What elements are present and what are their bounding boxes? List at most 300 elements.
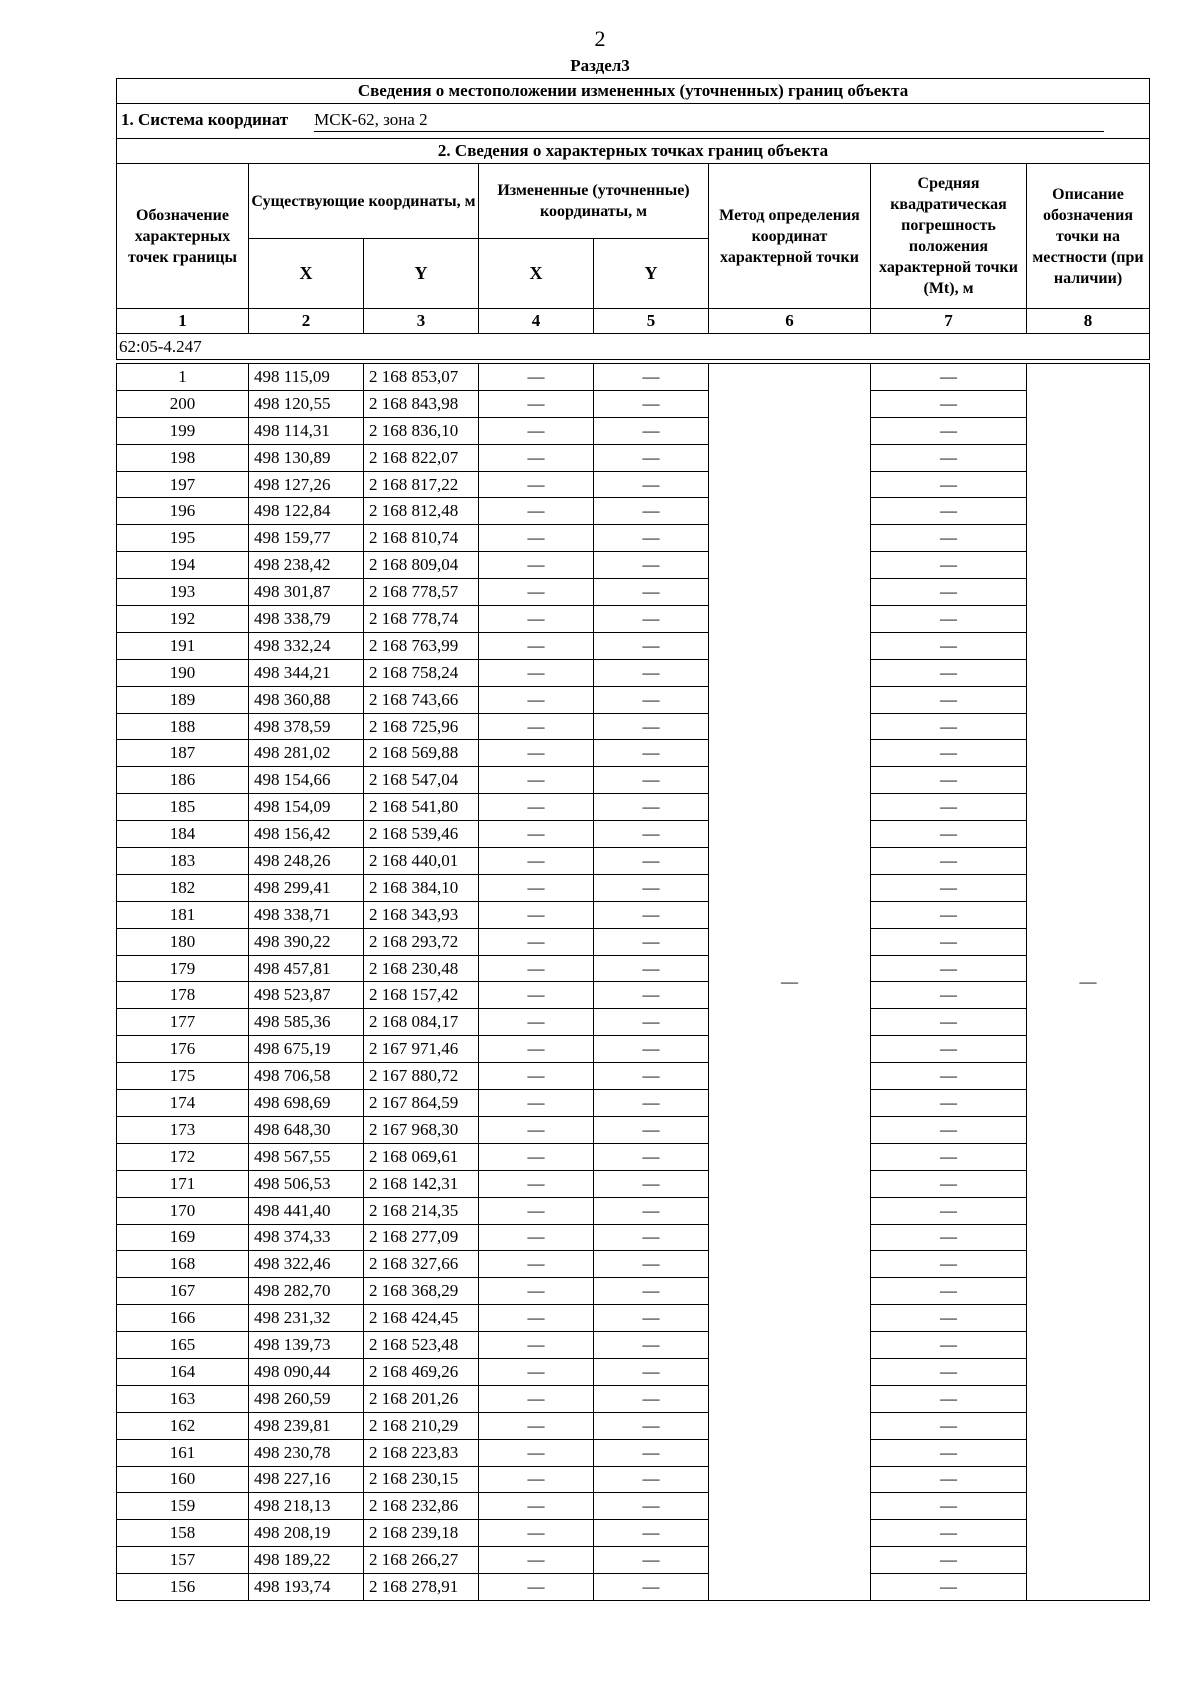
error-value: —: [871, 1116, 1027, 1143]
point-number: 191: [117, 632, 249, 659]
point-number: 167: [117, 1278, 249, 1305]
error-value: —: [871, 417, 1027, 444]
existing-x: 498 360,88: [249, 686, 364, 713]
changed-x: —: [479, 1412, 594, 1439]
table-row: [117, 901, 1150, 928]
existing-y: 2 168 822,07: [364, 444, 479, 471]
error-value: —: [871, 579, 1027, 606]
existing-y: 2 168 778,57: [364, 579, 479, 606]
table-row: [117, 1278, 1150, 1305]
existing-x: 498 457,81: [249, 955, 364, 982]
error-value: —: [871, 364, 1027, 391]
point-number: 171: [117, 1170, 249, 1197]
changed-y: —: [594, 1520, 709, 1547]
changed-y: —: [594, 525, 709, 552]
changed-y: —: [594, 1305, 709, 1332]
error-value: —: [871, 1358, 1027, 1385]
table-row: [117, 552, 1150, 579]
changed-x: —: [479, 1036, 594, 1063]
header-y-changed: Y: [594, 239, 709, 309]
existing-y: 2 168 142,31: [364, 1170, 479, 1197]
existing-x: 498 114,31: [249, 417, 364, 444]
point-number: 184: [117, 821, 249, 848]
existing-y: 2 168 223,83: [364, 1439, 479, 1466]
changed-x: —: [479, 1358, 594, 1385]
existing-x: 498 282,70: [249, 1278, 364, 1305]
changed-y: —: [594, 1466, 709, 1493]
changed-y: —: [594, 767, 709, 794]
existing-y: 2 168 210,29: [364, 1412, 479, 1439]
changed-x: —: [479, 1305, 594, 1332]
header-error: Средняя квадратическая погрешность положения характерной точки (Mt), м: [871, 164, 1027, 309]
changed-y: —: [594, 874, 709, 901]
existing-x: 498 706,58: [249, 1063, 364, 1090]
existing-x: 498 154,66: [249, 767, 364, 794]
changed-x: —: [479, 848, 594, 875]
error-value: —: [871, 1063, 1027, 1090]
existing-x: 498 338,71: [249, 901, 364, 928]
point-number: 190: [117, 659, 249, 686]
error-value: —: [871, 982, 1027, 1009]
changed-x: —: [479, 632, 594, 659]
existing-y: 2 168 810,74: [364, 525, 479, 552]
changed-y: —: [594, 1090, 709, 1117]
column-number: 4: [479, 309, 594, 334]
existing-x: 498 248,26: [249, 848, 364, 875]
point-number: 170: [117, 1197, 249, 1224]
error-value: —: [871, 659, 1027, 686]
point-number: 166: [117, 1305, 249, 1332]
header-method: Метод определения координат характерной точки: [709, 164, 871, 309]
existing-x: 498 122,84: [249, 498, 364, 525]
point-number: 172: [117, 1143, 249, 1170]
table-row: [117, 579, 1150, 606]
table-row: [117, 874, 1150, 901]
point-number: 179: [117, 955, 249, 982]
existing-x: 498 301,87: [249, 579, 364, 606]
error-value: —: [871, 928, 1027, 955]
table-row: [117, 713, 1150, 740]
table-row: [117, 525, 1150, 552]
point-number: 181: [117, 901, 249, 928]
changed-x: —: [479, 1197, 594, 1224]
error-value: —: [871, 1251, 1027, 1278]
changed-x: —: [479, 1574, 594, 1601]
existing-x: 498 567,55: [249, 1143, 364, 1170]
changed-x: —: [479, 606, 594, 633]
changed-x: —: [479, 1009, 594, 1036]
existing-x: 498 139,73: [249, 1332, 364, 1359]
changed-y: —: [594, 955, 709, 982]
table-row: [117, 1251, 1150, 1278]
column-number: 1: [117, 309, 249, 334]
error-value: —: [871, 1170, 1027, 1197]
existing-y: 2 168 293,72: [364, 928, 479, 955]
changed-y: —: [594, 364, 709, 391]
table-title: Сведения о местоположении измененных (уточненных) границ объекта: [117, 79, 1150, 104]
table-row: [117, 390, 1150, 417]
point-number: 160: [117, 1466, 249, 1493]
changed-y: —: [594, 1385, 709, 1412]
error-value: —: [871, 1224, 1027, 1251]
table-row: [117, 955, 1150, 982]
column-number: 8: [1027, 309, 1150, 334]
existing-y: 2 168 157,42: [364, 982, 479, 1009]
changed-y: —: [594, 740, 709, 767]
existing-y: 2 168 547,04: [364, 767, 479, 794]
existing-x: 498 281,02: [249, 740, 364, 767]
point-number: 183: [117, 848, 249, 875]
table-row: [117, 1574, 1150, 1601]
error-value: —: [871, 1412, 1027, 1439]
table-row: [117, 1305, 1150, 1332]
existing-y: 2 168 069,61: [364, 1143, 479, 1170]
changed-x: —: [479, 928, 594, 955]
changed-y: —: [594, 928, 709, 955]
header-description: Описание обозначения точки на местности (при наличии): [1027, 164, 1150, 309]
changed-y: —: [594, 821, 709, 848]
existing-y: 2 168 277,09: [364, 1224, 479, 1251]
table-row: [117, 1116, 1150, 1143]
header-changed-coords: Измененные (уточненные) координаты, м: [479, 164, 709, 239]
column-number: 7: [871, 309, 1027, 334]
parcel-id: 62:05-4.247: [117, 334, 1150, 360]
existing-x: 498 698,69: [249, 1090, 364, 1117]
error-value: —: [871, 1090, 1027, 1117]
existing-y: 2 168 809,04: [364, 552, 479, 579]
existing-y: 2 168 836,10: [364, 417, 479, 444]
existing-y: 2 168 084,17: [364, 1009, 479, 1036]
column-number: 3: [364, 309, 479, 334]
existing-y: 2 168 758,24: [364, 659, 479, 686]
changed-x: —: [479, 1493, 594, 1520]
error-value: —: [871, 525, 1027, 552]
point-number: 156: [117, 1574, 249, 1601]
changed-y: —: [594, 417, 709, 444]
table-row: [117, 982, 1150, 1009]
changed-y: —: [594, 1036, 709, 1063]
existing-y: 2 168 278,91: [364, 1574, 479, 1601]
point-number: 188: [117, 713, 249, 740]
existing-x: 498 227,16: [249, 1466, 364, 1493]
existing-x: 498 648,30: [249, 1116, 364, 1143]
changed-x: —: [479, 1466, 594, 1493]
error-value: —: [871, 1385, 1027, 1412]
error-value: —: [871, 1574, 1027, 1601]
table-row: [117, 471, 1150, 498]
table-row: [117, 444, 1150, 471]
existing-y: 2 168 743,66: [364, 686, 479, 713]
existing-x: 498 374,33: [249, 1224, 364, 1251]
existing-y: 2 168 384,10: [364, 874, 479, 901]
error-value: —: [871, 1278, 1027, 1305]
changed-y: —: [594, 1574, 709, 1601]
crs-label: 1. Система координат: [121, 110, 289, 129]
error-value: —: [871, 390, 1027, 417]
changed-x: —: [479, 874, 594, 901]
point-number: 175: [117, 1063, 249, 1090]
changed-y: —: [594, 1439, 709, 1466]
column-numbers-row: [117, 309, 1150, 334]
point-number: 187: [117, 740, 249, 767]
header-existing-coords: Существующие координаты, м: [249, 164, 479, 239]
changed-x: —: [479, 713, 594, 740]
changed-x: —: [479, 1170, 594, 1197]
error-value: —: [871, 552, 1027, 579]
changed-x: —: [479, 417, 594, 444]
table-row: [117, 1224, 1150, 1251]
existing-y: 2 168 843,98: [364, 390, 479, 417]
existing-y: 2 168 327,66: [364, 1251, 479, 1278]
changed-y: —: [594, 713, 709, 740]
error-value: —: [871, 1197, 1027, 1224]
table-row: [117, 1009, 1150, 1036]
point-number: 199: [117, 417, 249, 444]
changed-y: —: [594, 794, 709, 821]
changed-y: —: [594, 1116, 709, 1143]
changed-y: —: [594, 901, 709, 928]
table-row: [117, 928, 1150, 955]
existing-y: 2 168 853,07: [364, 364, 479, 391]
existing-y: 2 168 266,27: [364, 1547, 479, 1574]
table-row: [117, 686, 1150, 713]
point-number: 173: [117, 1116, 249, 1143]
changed-x: —: [479, 1520, 594, 1547]
table-row: [117, 1197, 1150, 1224]
existing-x: 498 130,89: [249, 444, 364, 471]
table-row: [117, 1143, 1150, 1170]
error-value: —: [871, 1439, 1027, 1466]
point-number: 178: [117, 982, 249, 1009]
existing-x: 498 441,40: [249, 1197, 364, 1224]
existing-y: 2 168 725,96: [364, 713, 479, 740]
table-row: [117, 1520, 1150, 1547]
changed-x: —: [479, 364, 594, 391]
changed-x: —: [479, 1116, 594, 1143]
point-number: 157: [117, 1547, 249, 1574]
existing-y: 2 168 817,22: [364, 471, 479, 498]
points-section-title: 2. Сведения о характерных точках границ объекта: [117, 139, 1150, 164]
existing-y: 2 168 778,74: [364, 606, 479, 633]
changed-y: —: [594, 1278, 709, 1305]
changed-x: —: [479, 1224, 594, 1251]
point-number: 176: [117, 1036, 249, 1063]
changed-y: —: [594, 1170, 709, 1197]
existing-x: 498 585,36: [249, 1009, 364, 1036]
changed-x: —: [479, 1278, 594, 1305]
changed-x: —: [479, 982, 594, 1009]
changed-y: —: [594, 848, 709, 875]
error-value: —: [871, 848, 1027, 875]
changed-y: —: [594, 1009, 709, 1036]
error-value: —: [871, 1009, 1027, 1036]
existing-y: 2 168 539,46: [364, 821, 479, 848]
error-value: —: [871, 740, 1027, 767]
point-number: 192: [117, 606, 249, 633]
header-x-changed: X: [479, 239, 594, 309]
changed-y: —: [594, 390, 709, 417]
header-designation: Обозначение характерных точек границы: [117, 164, 249, 309]
error-value: —: [871, 471, 1027, 498]
changed-x: —: [479, 444, 594, 471]
error-value: —: [871, 1547, 1027, 1574]
table-row: [117, 1439, 1150, 1466]
table-row: [117, 794, 1150, 821]
table-row: [117, 1547, 1150, 1574]
existing-y: 2 168 424,45: [364, 1305, 479, 1332]
point-number: 174: [117, 1090, 249, 1117]
changed-y: —: [594, 606, 709, 633]
existing-x: 498 299,41: [249, 874, 364, 901]
changed-y: —: [594, 1143, 709, 1170]
table-row: [117, 821, 1150, 848]
existing-x: 498 156,42: [249, 821, 364, 848]
existing-y: 2 168 232,86: [364, 1493, 479, 1520]
existing-y: 2 167 971,46: [364, 1036, 479, 1063]
header-y-existing: Y: [364, 239, 479, 309]
error-value: —: [871, 686, 1027, 713]
point-number: 196: [117, 498, 249, 525]
point-number: 177: [117, 1009, 249, 1036]
error-value: —: [871, 901, 1027, 928]
changed-x: —: [479, 767, 594, 794]
changed-x: —: [479, 1090, 594, 1117]
method-value: —: [709, 364, 871, 1601]
existing-x: 498 390,22: [249, 928, 364, 955]
existing-y: 2 168 440,01: [364, 848, 479, 875]
changed-x: —: [479, 471, 594, 498]
existing-y: 2 168 368,29: [364, 1278, 479, 1305]
existing-x: 498 127,26: [249, 471, 364, 498]
table-row: [117, 606, 1150, 633]
point-number: 189: [117, 686, 249, 713]
point-number: 164: [117, 1358, 249, 1385]
table-row: [117, 632, 1150, 659]
point-number: 194: [117, 552, 249, 579]
existing-x: 498 675,19: [249, 1036, 364, 1063]
point-number: 200: [117, 390, 249, 417]
existing-x: 498 239,81: [249, 1412, 364, 1439]
changed-y: —: [594, 686, 709, 713]
point-number: 186: [117, 767, 249, 794]
changed-x: —: [479, 498, 594, 525]
point-number: 159: [117, 1493, 249, 1520]
changed-x: —: [479, 1385, 594, 1412]
changed-y: —: [594, 1358, 709, 1385]
existing-x: 498 090,44: [249, 1358, 364, 1385]
point-number: 193: [117, 579, 249, 606]
changed-x: —: [479, 390, 594, 417]
error-value: —: [871, 1305, 1027, 1332]
table-row: [117, 1036, 1150, 1063]
existing-x: 498 218,13: [249, 1493, 364, 1520]
changed-y: —: [594, 444, 709, 471]
changed-y: —: [594, 1332, 709, 1359]
column-number: 6: [709, 309, 871, 334]
existing-x: 498 115,09: [249, 364, 364, 391]
error-value: —: [871, 444, 1027, 471]
existing-x: 498 120,55: [249, 390, 364, 417]
error-value: —: [871, 1036, 1027, 1063]
existing-x: 498 189,22: [249, 1547, 364, 1574]
error-value: —: [871, 1493, 1027, 1520]
changed-x: —: [479, 659, 594, 686]
error-value: —: [871, 632, 1027, 659]
changed-y: —: [594, 471, 709, 498]
existing-y: 2 168 230,15: [364, 1466, 479, 1493]
error-value: —: [871, 606, 1027, 633]
column-number: 5: [594, 309, 709, 334]
point-number: 161: [117, 1439, 249, 1466]
changed-y: —: [594, 982, 709, 1009]
existing-y: 2 168 230,48: [364, 955, 479, 982]
existing-y: 2 168 343,93: [364, 901, 479, 928]
point-number: 162: [117, 1412, 249, 1439]
boundary-points-table: [116, 78, 1150, 1601]
existing-x: 498 260,59: [249, 1385, 364, 1412]
table-row: [117, 364, 1150, 391]
existing-x: 498 338,79: [249, 606, 364, 633]
existing-y: 2 167 864,59: [364, 1090, 479, 1117]
table-row: [117, 498, 1150, 525]
point-number: 185: [117, 794, 249, 821]
changed-y: —: [594, 632, 709, 659]
header-x-existing: X: [249, 239, 364, 309]
table-row: [117, 848, 1150, 875]
point-number: 182: [117, 874, 249, 901]
existing-x: 498 238,42: [249, 552, 364, 579]
error-value: —: [871, 1466, 1027, 1493]
point-number: 163: [117, 1385, 249, 1412]
error-value: —: [871, 498, 1027, 525]
table-row: [117, 1358, 1150, 1385]
changed-x: —: [479, 686, 594, 713]
table-row: [117, 1466, 1150, 1493]
existing-x: 498 159,77: [249, 525, 364, 552]
existing-x: 498 378,59: [249, 713, 364, 740]
error-value: —: [871, 1332, 1027, 1359]
changed-x: —: [479, 955, 594, 982]
description-value: —: [1027, 364, 1150, 1601]
table-row: [117, 417, 1150, 444]
existing-x: 498 154,09: [249, 794, 364, 821]
error-value: —: [871, 955, 1027, 982]
existing-y: 2 168 763,99: [364, 632, 479, 659]
changed-y: —: [594, 1197, 709, 1224]
table-row: [117, 1493, 1150, 1520]
point-number: 165: [117, 1332, 249, 1359]
error-value: —: [871, 713, 1027, 740]
point-number: 168: [117, 1251, 249, 1278]
error-value: —: [871, 1143, 1027, 1170]
changed-x: —: [479, 1143, 594, 1170]
changed-x: —: [479, 1547, 594, 1574]
changed-y: —: [594, 579, 709, 606]
existing-y: 2 167 880,72: [364, 1063, 479, 1090]
existing-y: 2 168 812,48: [364, 498, 479, 525]
table-row: [117, 1170, 1150, 1197]
existing-x: 498 208,19: [249, 1520, 364, 1547]
point-number: 169: [117, 1224, 249, 1251]
table-row: [117, 767, 1150, 794]
existing-y: 2 168 523,48: [364, 1332, 479, 1359]
point-number: 180: [117, 928, 249, 955]
table-row: [117, 1090, 1150, 1117]
existing-x: 498 523,87: [249, 982, 364, 1009]
existing-y: 2 168 239,18: [364, 1520, 479, 1547]
changed-x: —: [479, 794, 594, 821]
point-number: 158: [117, 1520, 249, 1547]
